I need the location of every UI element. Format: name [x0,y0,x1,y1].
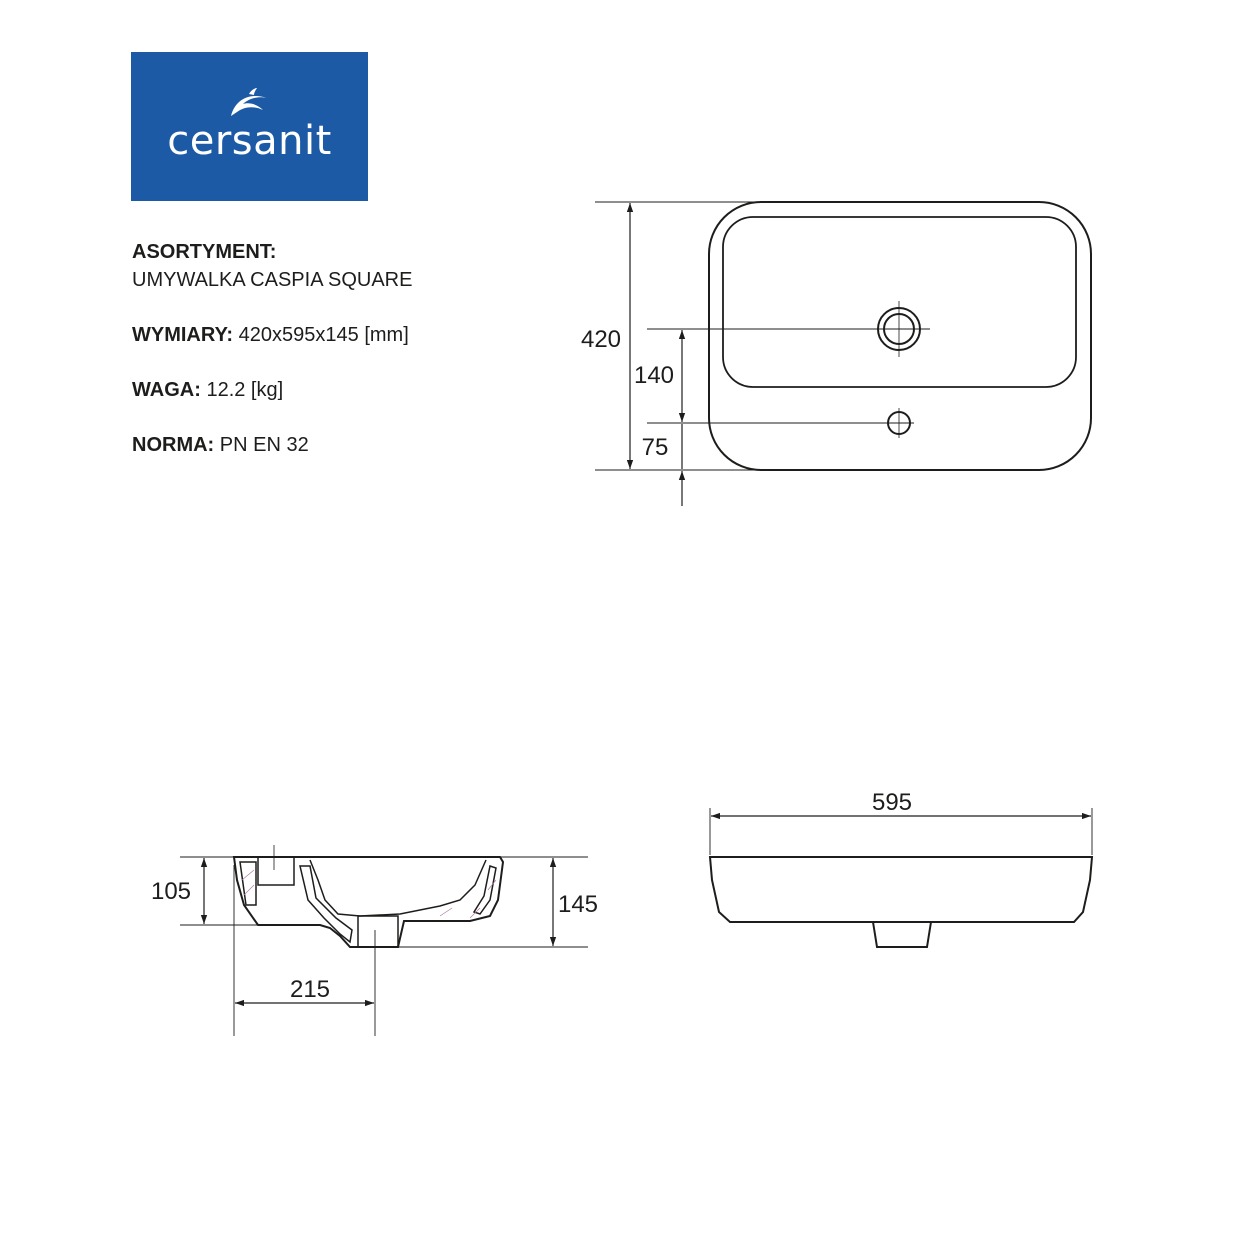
tap-hole-offset-label: 140 [633,362,675,389]
side-outer-profile [234,857,503,947]
front-view [710,808,1092,947]
norm-value: PN EN 32 [214,434,309,456]
dimensions-value: 420x595x145 [mm] [233,324,409,346]
side-inner-bowl [310,860,486,916]
overflow-channel [300,866,352,942]
assortment-value: UMYWALKA CASPIA SQUARE [132,269,413,291]
dimensions-label: WYMIARY: [132,324,234,346]
side-tap-hole [258,857,294,885]
assortment-label: ASORTYMENT: [132,241,277,263]
basin-outer-outline [709,202,1091,470]
top-depth-label: 420 [580,326,622,353]
brand-name: cersanit [167,118,332,164]
inner-depth-label: 105 [150,878,192,905]
top-view [595,202,1091,506]
right-wall-cavity [474,866,496,914]
side-section-view [180,845,588,1036]
weight-label: WAGA: [132,379,201,401]
drain-distance-label: 215 [289,976,331,1003]
width-label: 595 [871,789,913,816]
front-basin-outline [710,857,1092,922]
basin-bowl-outline [723,217,1076,387]
norm-label: NORMA: [132,434,215,456]
overflow-offset-label: 75 [641,434,669,461]
front-drain-outline [873,922,931,947]
side-drain [358,916,398,947]
weight-value: 12.2 [kg] [200,379,284,401]
total-height-label: 145 [557,891,599,918]
